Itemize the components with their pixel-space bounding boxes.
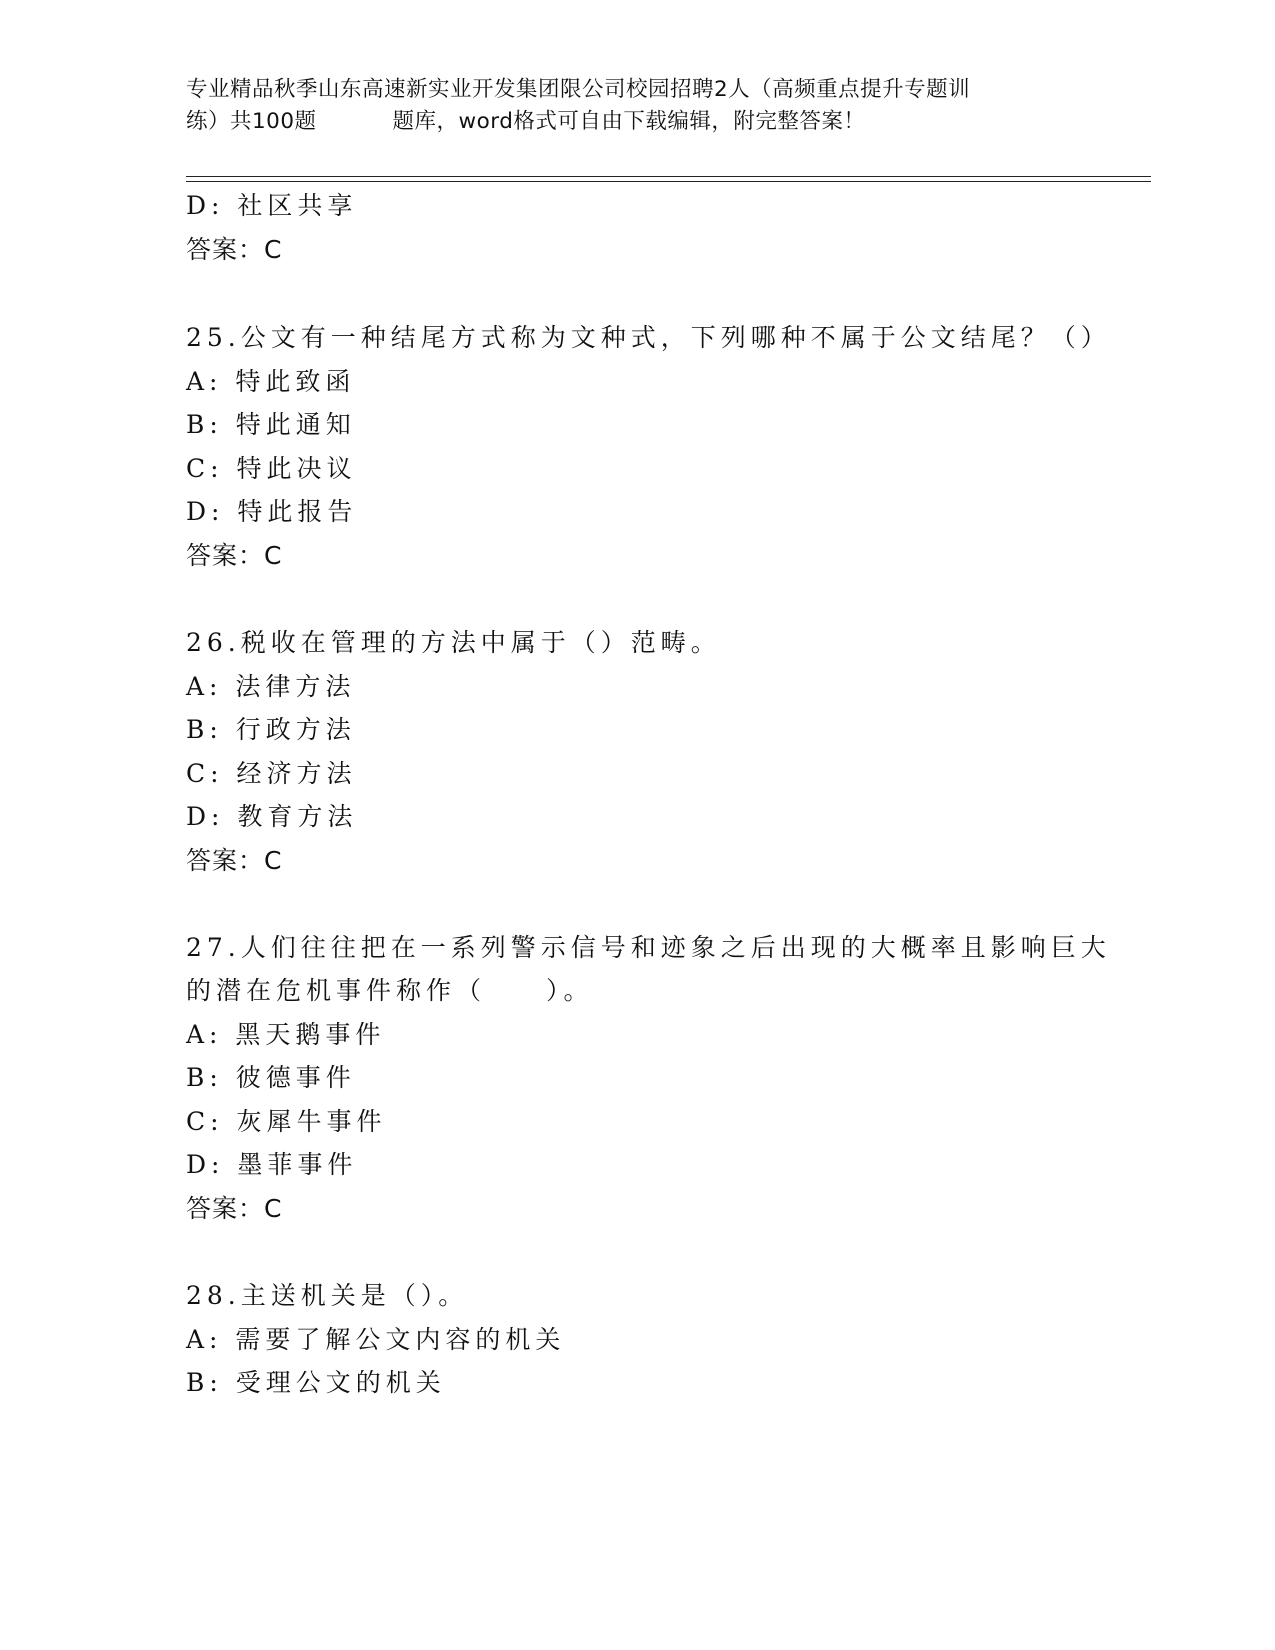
question-26-answer: 答案：C (186, 846, 283, 875)
prev-answer: 答案：C (186, 235, 283, 264)
question-26-option-d: D: 教育方法 (186, 802, 358, 831)
question-28-option-a: A: 需要了解公文内容的机关 (186, 1325, 566, 1354)
question-25-option-d: D: 特此报告 (186, 497, 358, 526)
header-title-line2-part1: 练）共100题 (186, 109, 317, 134)
question-25-answer: 答案：C (186, 541, 283, 570)
question-26-option-c: C: 经济方法 (186, 759, 357, 788)
question-27-option-b: B: 彼德事件 (186, 1063, 356, 1092)
header-title-line1: 专业精品秋季山东高速新实业开发集团限公司校园招聘2人（高频重点提升专题训 (186, 77, 971, 102)
question-28-stem: 28.主送机关是（）。 (186, 1281, 469, 1310)
question-27-stem-line2: 的潜在危机事件称作（ ）。 (186, 976, 594, 1005)
question-28-option-b: B: 受理公文的机关 (186, 1368, 446, 1397)
question-25-option-a: A: 特此致函 (186, 367, 356, 396)
question-26-stem: 26.税收在管理的方法中属于（）范畴。 (186, 628, 721, 657)
header-divider-bottom (186, 181, 1151, 182)
question-27-option-d: D: 墨菲事件 (186, 1150, 358, 1179)
question-25-stem: 25.公文有一种结尾方式称为文种式，下列哪种不属于公文结尾？（） (186, 323, 1111, 352)
page-header (186, 74, 1086, 138)
question-27-answer: 答案：C (186, 1194, 283, 1223)
question-26-option-b: B: 行政方法 (186, 715, 356, 744)
header-divider-top (186, 176, 1151, 177)
question-27-option-c: C: 灰犀牛事件 (186, 1107, 387, 1136)
question-26-option-a: A: 法律方法 (186, 672, 356, 701)
question-25-option-c: C: 特此决议 (186, 454, 357, 483)
prev-option-d: D: 社区共享 (186, 191, 358, 220)
header-title-line2-part2: 题库，word格式可自由下载编辑，附完整答案！ (392, 109, 866, 134)
question-25-option-b: B: 特此通知 (186, 410, 356, 439)
question-27-option-a: A: 黑天鹅事件 (186, 1020, 386, 1049)
header-title-line2 (186, 106, 1086, 138)
question-27-stem-line1: 27.人们往往把在一系列警示信号和迹象之后出现的大概率且影响巨大 (186, 933, 1111, 962)
